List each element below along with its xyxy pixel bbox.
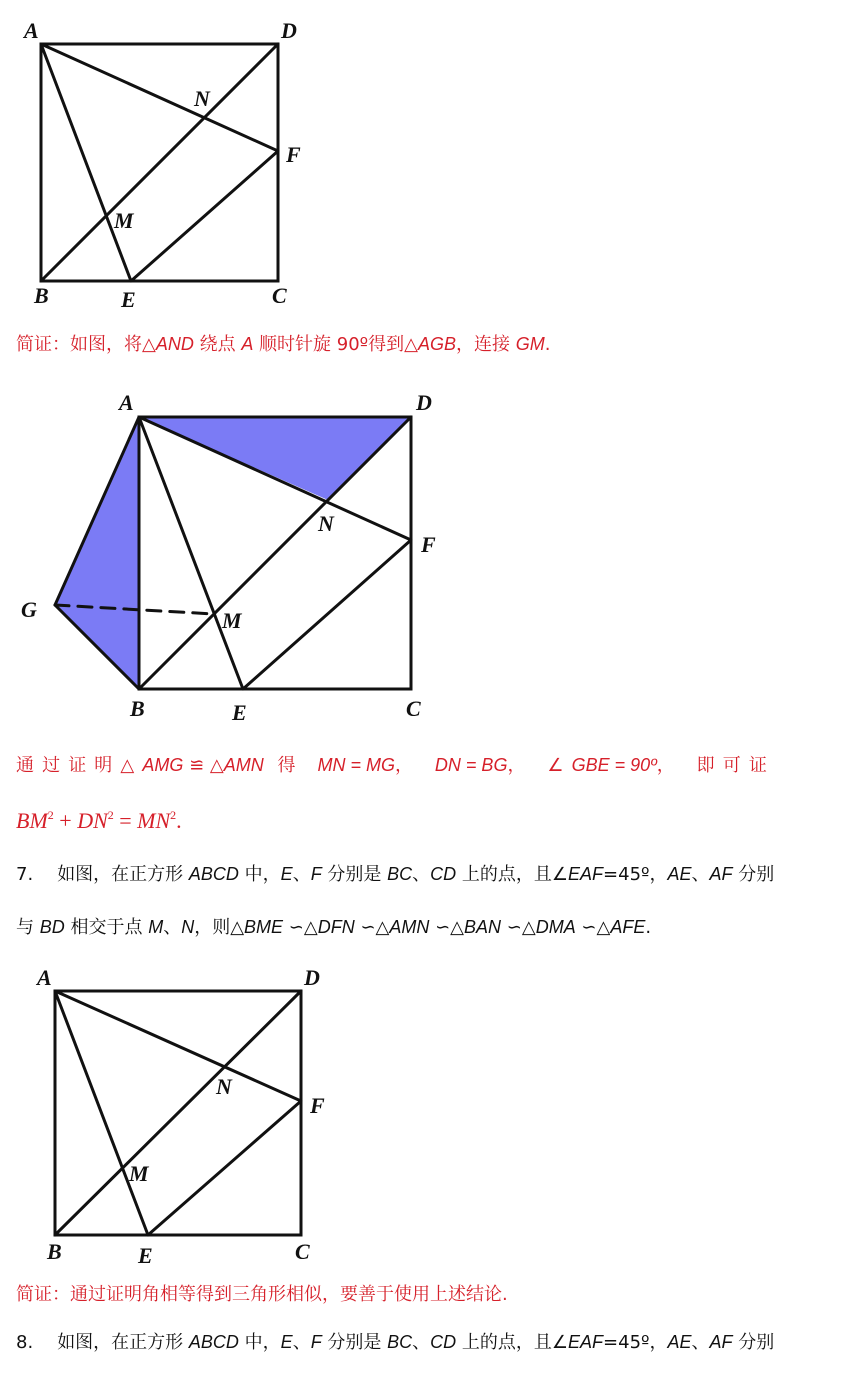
label-A: A — [37, 965, 52, 990]
label-M: M — [222, 608, 242, 633]
label-D: D — [304, 965, 320, 990]
figure-square-1 — [0, 10, 320, 320]
proof-hint-3: 简证：通过证明角相等得到三角形相似，要善于使用上述结论. — [16, 1284, 508, 1305]
problem-8-line-1: 8. 如图，在正方形 ABCD 中，E、F 分别是 BC、CD 上的点，且∠EAF=45º，AE、AF 分别 — [16, 1332, 775, 1353]
problem-7-line-1: 7. 如图，在正方形 ABCD 中，E、F 分别是 BC、CD 上的点，且∠EAF=45º，AE、AF 分别 — [16, 864, 775, 885]
label-M: M — [114, 208, 134, 233]
proof-line-2: 通过证明△AMG ≌ △AMN 得 MN = MG， DN = BG， ∠GBE = 90º， 即可证 — [16, 755, 775, 776]
figure-square-rotated — [0, 380, 460, 730]
label-A: A — [24, 18, 39, 43]
label-M: M — [129, 1161, 149, 1186]
label-B: B — [47, 1239, 62, 1264]
label-N: N — [216, 1074, 232, 1099]
label-E: E — [232, 700, 247, 725]
problem-number: 8. — [16, 1332, 34, 1353]
label-B: B — [130, 696, 145, 721]
label-C: C — [295, 1239, 310, 1264]
label-F: F — [421, 532, 436, 557]
problem-7-line-2: 与 BD 相交于点 M、N，则△BME ∽△DFN ∽△AMN ∽△BAN ∽△DMA ∽△AFE. — [16, 917, 652, 938]
label-N: N — [318, 511, 334, 536]
label-E: E — [138, 1243, 153, 1268]
figure-square-2 — [0, 960, 340, 1270]
label-C: C — [406, 696, 421, 721]
label-E: E — [121, 287, 136, 312]
label-A: A — [119, 390, 134, 415]
label-N: N — [194, 86, 210, 111]
label-C: C — [272, 283, 287, 308]
proof-hint-1: 简证：如图，将△AND 绕点 A 顺时针旋 90º得到△AGB，连接 GM. — [16, 334, 551, 355]
formula-bm-dn-mn: $BM^2 + DN^2 = MN^2$. — [16, 808, 182, 833]
problem-number: 7. — [16, 864, 34, 885]
label-F: F — [286, 142, 301, 167]
label-F: F — [310, 1093, 325, 1118]
label-B: B — [34, 283, 49, 308]
label-D: D — [416, 390, 432, 415]
label-D: D — [281, 18, 297, 43]
label-G: G — [21, 597, 37, 622]
